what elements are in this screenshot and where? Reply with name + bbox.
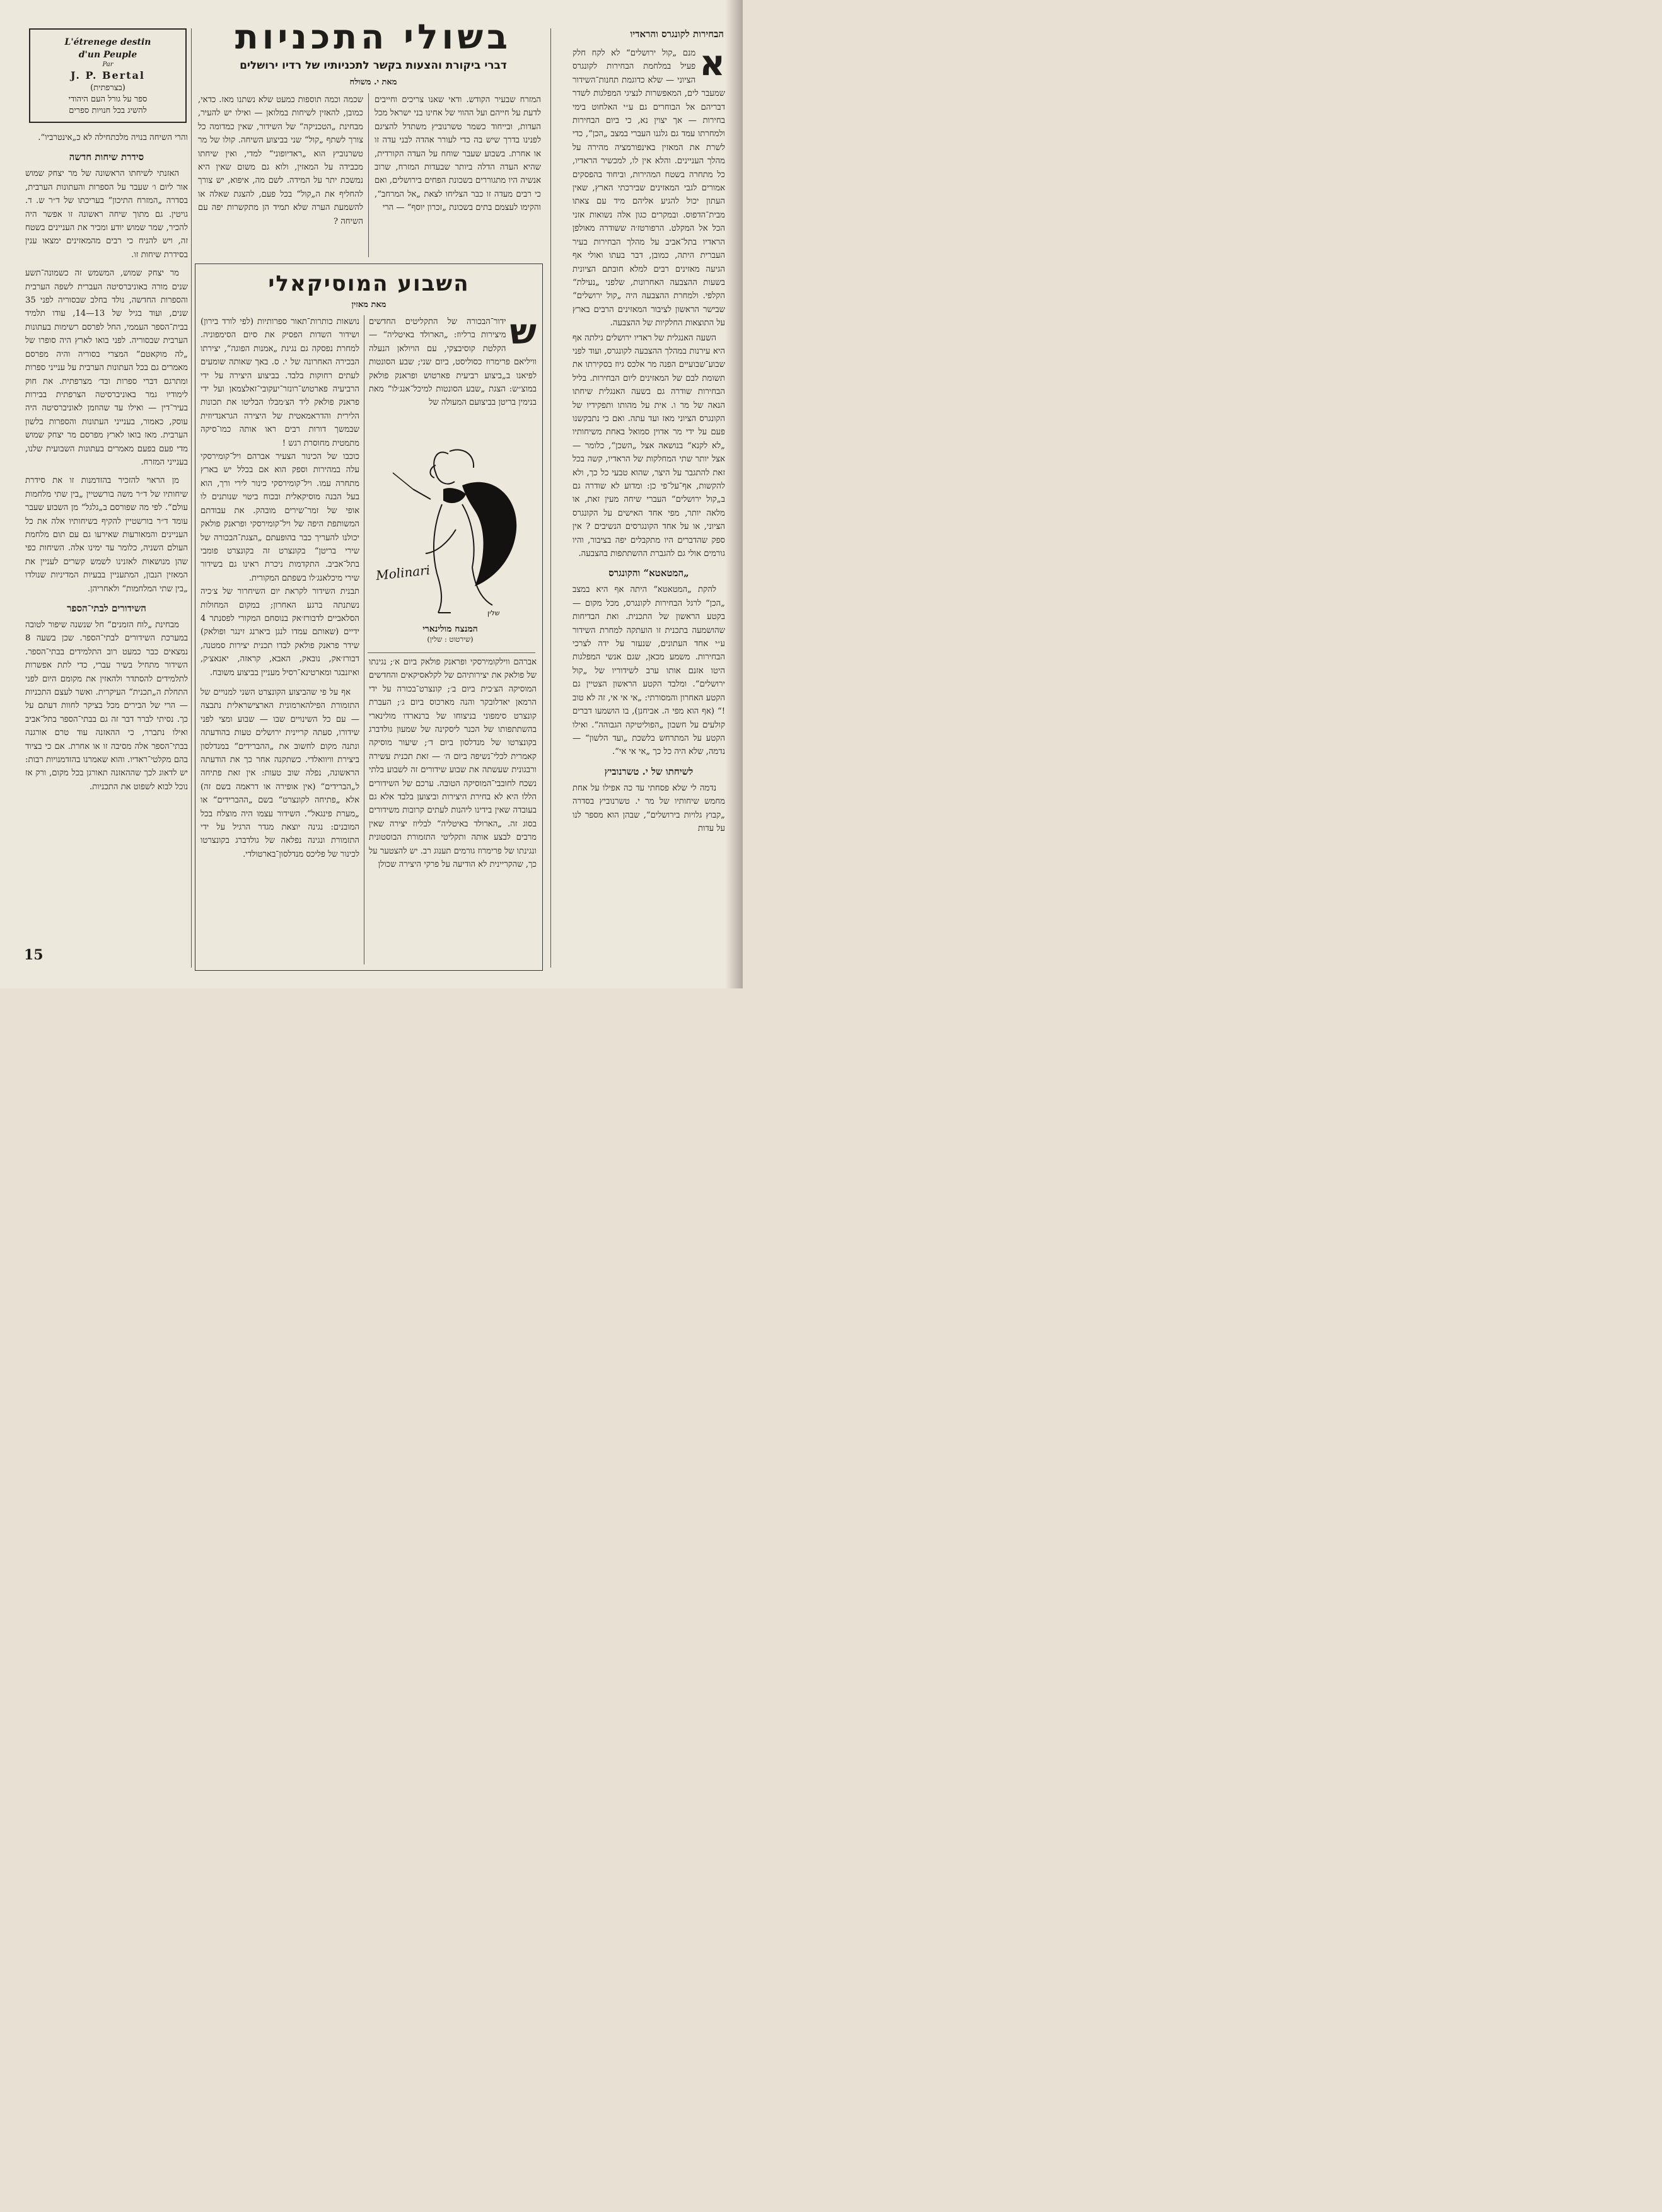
ad-title-line-1: L'étrenege destin xyxy=(64,37,151,47)
subhead-matata: „המטאטא“ והקונגרס xyxy=(608,567,689,579)
ad-lang-note: (בצרפתית) xyxy=(90,83,125,93)
main-subtitle: דברי ביקורת והצעות בקשר לתכניותיו של רדיו ירושלים xyxy=(240,59,507,72)
main-article-col-2 xyxy=(198,93,363,258)
page-number: 15 xyxy=(24,947,44,963)
column-divider xyxy=(550,28,551,968)
main-title: בשולי התכניות xyxy=(235,17,512,57)
subhead-sharnovitz: לשיחתו של י. טשרנוביץ xyxy=(604,765,694,777)
caption-title: המנצח מולינארי xyxy=(422,624,478,634)
paragraph: מבחינת „לוח הזמנים“ חל שנשנה שיפור לטובה במערכת השידורים לבתי־הספר. שכן בשעה 8 נמצאים כבר כמעט רוב התלמידים בבתי־הספר. השידור מתחיל בשיר עברי, כדי לתת אפשרות לתלמידים להסתדר ולהאזין את מקומם היום לפני התחלת ה„תכנית“ העיקרית. ואשר לעצם התכניות — הרי של הבירים מכל בציקר לחוות דעתם על כך. נסיתי לברר דבר זה גם בבתי־הספר בתל־אביב ואילו נתברר, כי ההאזנה עוד טרם אורגנה בבתי־הספר אלה מסיבה זו או אחרת. אם כי בציוד בהם מקלטי־ראדיו. והוא שאמרנו בהזדמנויות רבות: יש לדאוג לכך שההאזנה תאורגן בכל מקום, ורק אז נוכל לבוא לשפוט את התכניות. xyxy=(25,620,188,792)
paragraph: מר יצחק שמוש, המשמש זה כשמונה־תשע שנים מורה באוניברסיטה העברית לשפה הערבית והספרות החדשה, נולד בחלב שבסוריה לפני 35 שנים, ועוד בגיל של 13—14, עודו תלמיד בבית־הספר העממי, החל לפרסם רשימות בעתונות הערבית שבסוריה. לפני בואו לארץ היה סופרו של „לה מוקאטם“ המצרי בסוריה והיה מפרסם מאמרים גם בכל העתונות הערבית על ענייני ספרות ומתרגם דברי ספרות ובד׳ מצרפתית. את חוק לימודיו גמר באוניברסיטה הצרפתית בבירות בעיר־דין — ואילו עד שהוזמן לאוניברסיטה היה עוסק, כאמור, בענייני העתונות והספרות בלשון הערבית. מאז בואו לארץ מפרסם מר יצחק שמוש מדי פעם בפעם מאמרים בעתונות השבועית שלנו, בענייני המזרח. xyxy=(25,269,188,467)
caption-rule xyxy=(368,652,535,653)
cartoon-artist-mark: שלין xyxy=(487,609,500,617)
dropcap-aleph: א xyxy=(699,47,725,84)
column-divider xyxy=(368,93,369,257)
ad-description-2: להשיג בכל חנויות ספרים xyxy=(69,106,147,115)
paragraph: מן הראוי להזכיר בהזדמנות זו את סידרת שיחותיו של ד״ר משה בורשטיין „בין שתי מלחמות עולם“. לפי מה שפורסם ב„גלגל“ מן השבוע שעבר עומד ד״ר בורשטיין להקיף בשיחותיו אלה את כל העניינים והמאורעות שאירעו גם עם תום מלחמת העולם השניה, כלומר עד ימינו אלה. השיחות כפי שהן מנושאות לאזנינו לשמש קשרים לעניין את המאזין הנבון, המתעניין בבעיות המדיניות שנולדו „בין שתי המלחמות“ ולאחריהן. xyxy=(25,476,188,594)
music-title: השבוע המוסיקאלי xyxy=(268,271,470,296)
paragraph: שכמה וכמה תוספות כמעט שלא נשתנו מאז. כדאי, כמובן, להאזין לשיחות במלואן — ואילו יש להעיר, מבחינת „הטכניקה“ של השידור, שאין כמדומה כל צורך לשתף „קול“ שני בביצוע השיחה. קולו של מר טשרנוביץ הוא „ראדיופוני“ למדי, ואין שיחתו מכבידה על המאזין, ולוא גם משום שאין היא נמשכת יתר על המידה. לשם מה, איפוא, יש צורך להחליף את ה„קול“ בכל פעם, להצגת שאלה או להשמעת הערה שלא תמיד הן מתקשרות יפה עם השיחה ? xyxy=(198,95,363,226)
conductor-cartoon xyxy=(368,429,533,618)
paragraph: והרי השיחה בנויה מלכתחילה לא כ„אינטרביו“. xyxy=(38,133,188,142)
paragraph: נושאות כותרות־תאור ספרותיות (לפי לורד בירון) ושידור השדות הפסיק את סיום הסימפוניה. למחרת נפסקה גם נגינת „אמנות הפוגה“, יצירתו הבכירה האחרונה של י. ס. באך שאותה שומעים לעתים רחוקות בלבד. בביצוע היצירה על ידי הרביעיה פארטוש־רונזר־יעקובי־זאלצמאן ועל ידי פראנק פולאק ליד הצ׳מבלו הבליטו את תכונות הלירית והדראמאטית של היצירה הגראנדיוזית שבמשך דורות רבים ראו אותה כמו־סיקה מתמטית מחוסרת רגש ! כוכבו של הכינור הצעיר אברהם ויל־קומירסקי עלה במהירות וספק הוא אם בכלל יש בארץ מתחרה עמו. ויל־קומירסקי כינור לירי ורך, הוא בעל הבנה מוסיקאלית ובכוח ביטוי שנותנים לו אופי של זמר־שירים מובהק. את עבודתם המשותפת היפה של ויל־קומירסקי ופראנק פולאק יכולנו להעריך כבר בהופעתם „הצגת־הבכורה של שירי בריטן“ בקונצרט זה בקונצרט פומבי בתל־אביב. התקדמות ניכרת ראינו גם בשידור שירי מיכלאנג׳לו בשפתם המקורית. תבנית השידור לקראת יום השיחרור של צ׳כיה נשתנתה ברגע האחרון; במקום המחולות הסלאביים לדבורז׳אק בנוסחם המקורי לפסנתר 4 ידיים (שאותם עמדו לנגן ביארנג זינגר ופולאק) שידר פראנק פולאק לבדו תכנית יצירות סמטנה, דבורז׳אק, נובאק, האבא, קראזה, יאנאצ׳ק, ואיזנבגר ומארטינא־רסיל מעניין בביצוע משובח. xyxy=(200,317,359,678)
music-byline: מאת מאזין xyxy=(351,300,386,310)
cartoon-caption xyxy=(368,624,533,644)
section-label: הבחירות לקונגרס והראדיו xyxy=(630,28,724,40)
ad-description-1: ספר על גורל העם היהודי xyxy=(68,95,148,104)
paragraph: ידור־הבכורה של התקליטים החדשים מיצירות ברליוז: „הארולד באיטליה“ — הקלטת קוסיבצקי, עם הויולאן הנעלה וויליאם פרימרוז כסוליסט, ביום שני; שבע הסונטות לפיאנו ב„ביצוע רביעית פארטוש ופראנק פולאק במוצ״ש: הצגת „שבע הסונטות למיכל־אנג׳לו“ מאת בנימין בריטן בביצועם המעולה של xyxy=(369,317,537,408)
dropcap-shin: ש xyxy=(509,315,537,352)
left-column xyxy=(25,131,188,944)
cartoon-signature: Molinari xyxy=(375,562,431,583)
paragraph: אף על פי שהביצוע הקונצרט השני למנויים של התזמורת הפילהארמונית הארצישראלית נתבצה — עם כל השינויים שבו — שבוע ומצי לפני שידורו, סעתה קריינית ירושלים טעות בהודעתה ונתנה מקום לחשוב את „ההברידים“ במנדלסון ביצירת וויוואלדי. כשתקנה אחר כך את הודעתה הראשונה, נפלה שוב טעות: אין זאת פתיחה ל„הברידים“ (אין אופירה או דראמה בשם זה) אלא „פתיחה לקונצרט“ בשם „ההברידים“ או „מערת פינגאל“. השידור עצמו היה מוצלח בכל המובנים: נגינה יוצאת מגדר הרגיל על ידי התזמורת ונגינה נפלאה של גולדברג בקונצרטו לכינור של פליכס מנדלסון־בארטולדי. xyxy=(200,687,359,859)
music-col-right-bottom xyxy=(369,656,537,964)
main-byline: מאת י. משולח xyxy=(349,78,397,87)
ad-author: J. P. Bertal xyxy=(71,69,145,81)
ad-title-line-2: d'un Peuple xyxy=(78,50,137,60)
subhead-new-series: סידרת שיחות חדשה xyxy=(69,151,144,163)
ad-par: Par xyxy=(102,61,113,68)
paragraph: נדמה לי שלא פסחתי עד כה אפילו על אחת מחמש שיחותיו של מר י. טשרנוביץ בסדרה „קבוץ גלויות בירושלים“, שבהן הוא מספר לנו על עדות xyxy=(572,783,725,833)
magazine-page xyxy=(0,0,743,988)
paragraph: המזרח שבעיר הקודש. ודאי שאנו צריכים וחייבים לדעת על חייהם ועל ההווי של אחינו בני ישראל מכל העדות, ובייחוד כשמר טשרנוביץ משתדל להציגם לפנינו בדרך שיש בה כדי לעורר אהדה לבני עדה זו או אחרת. בשבוע שעבר שוחח על העדה הקורדית, שהיא העדה הדלה ביותר שבעדות המזרח, שרוב אנשיה היו מתגוררים בשכונת הפחים בירושלים, ואם כי רבים מעדה זו כבר הצליחו לצאת „אל המרחב“, והקימו לעצמם בתים בשכונת „זכרון יוסף“ — הרי xyxy=(375,95,541,213)
paragraph: אברהם ווילקומירסקי ופראנק פולאק ביום א׳; נגינתו של פולאק את יצירותיהם של לקלאסיקאים והחדשים המוסיקה הצ׳כית ביום ב׳; קונצרט־בכורה על ידי הרמאן יאדלובקר והנה מארכוס ביום ג׳; העברת קונצרט סימפוני בניצוחו של ברנארדו מולינארי בהשתתפותו של הכנר ליסקינה של שמעון גולדברג בקונצרטו של מנדלסון ביום ד׳; שיעור מוסיקה קאמרית לכלי־נשיפה ביום ה׳ — זאת תכנית עשירה ורבגונית שעשתה את שבוע שידורים זה לשבוע בלתי נשכח לחובבי־המוסיקה הטובה. ערכם של השידורים הללו היא לא בחירת היצירות וביצוען בלבד אלא גם בעובדה שאין בידינו ליהנות לעתים קרובות משידורים בסוג זה. „הארולד באיטליה“ לבליוז יצירה שאין מרבים לבצע אותה ותקליטי התזמורת הבוסטונית ונגינתו של פרימרוז גורמים תענוג רב. יש להצטער על כך, שהקריינית לא הודיעה על פרקי היצירה שכולן xyxy=(369,657,537,870)
caption-credit: (שירטוט : שלין) xyxy=(427,635,474,644)
paragraph: מנם „קול ירושלים“ לא לקח חלק פעיל במלחמת הבחירות לקונגרס הציוני — שלא כדוגמת תחנות־השידור שמעבר לים, המאפשרות לנציגי המפלגות לשדר דבריהם אל הבוחרים גם ע״י האלחוט בימי בחירות — אך יצוין נא, כי ביום הבחירות ולמחרתו עמד גם גלגנו העברי במצב „הכן“, כדי לשרת את המאזין באינפורמציה מהירה על מהלך העניינים. והלא אין לו, למכשיר הראדיו, כל מתחרה בשטח המהירות, וביחוד בהפסקים אמורים לגבי המאזינים שבירכתי הארץ, שאין העתון יכול להגיע אליהם מיד עם צאתו מבית־הדפוס. ובמקרים כגון אלה נשואות אזני הכל אל המקלט. הרפורטז׳ה ששודרה מאולפן הראדיו בתל־אביב על מהלך הבחירות בעיר העברית היתה, כמובן, דבר בעתו ואולי אף הגיעה מאזינים רבים למלא חובתם הציונית בשעות ההצבעה האחרונות, שלפני „נעילת“ הקלפי. ולמחרת ההצבעה היה „קול ירושלים“ שבישר הראשון לציבור המאזינים הרבים בארץ על התוצאות החלקיות של ההצבעה. xyxy=(572,49,725,328)
column-divider xyxy=(191,28,192,968)
music-col-left xyxy=(200,315,359,964)
main-article-col-1 xyxy=(375,93,541,258)
paragraph: השעה האנגלית של ראדיו ירושלים גילתה אף היא עירנות במהלך ההצבעה לקונגרס, ועוד לפני שבוע־שבועיים הפנה מר אלכס גיוז בסקירתו את תשומת לבם של המאזינים ליום הבחירות. בליל הבחירות שודרה גם בשעה האנגלית שיחתו הנאה של מר ו. אית על מהותו ותפקידיו של הקונגרס הציוני מאז ועד עתה. ואם כי נתבקשנו פעם על ידי מר אדוין סמואל באחת משיחותיו „לא לקנא“ בנושאה אצל „השכן“, כלומר — אצל יותר שתי המחלקות של הראדיו, קשה בכל זאת להתגבר על היצר, שהוא טבעי כל כך, ולא להקשות, אף־על־פי כן: ומדוע לא שודרה גם ב„קול ירושלים“ העברי שיחה מעין זאת, או מלאה יותר, מפי אחד האישים על הקונגרס הציוני, או על אחד הקונגרסים הנשיבים ? אין ספק שהדברים היו מתקבלים יפה בציבור, והיו גורמים אולי גם להגברת ההשתתפות בהצבעה. xyxy=(572,333,725,559)
subhead-school-broadcasts: השידורים לבתי־הספר xyxy=(67,603,146,614)
paragraph: האזנתי לשיחתו הראשונה של מר יצחק שמוש אור ליום ו׳ שעבר על הספרות והעתונות הערבית, בסדרה „המזרח התיכון“ בעריכתו של ד״ר ש. ד. גויטין. גם מתוך שיחה ראשונה זו אפשר היה להכיר, שמר שמוש יודע ומכיר את העניינים בשטח זה, ויש להניח כי רבים מהמאזינים ימצאו ענין בסידרת שיחות זו. xyxy=(25,169,188,260)
right-column xyxy=(572,47,725,967)
book-ad xyxy=(29,28,187,123)
page-edge-shadow xyxy=(725,0,743,988)
paragraph: להקת „המטאטא“ היתה אף היא במצב „הכן“ לרגל הבחירות לקונגרס, מכל מקום — בקטע הראשון של התכנית. ואת הבדיחות שהושמעה בתכנית זו הועתקה למחרת השידור ע״י אחד העתונים, שנעזר על ידה לצרכי הבחירות. משמע מכאן, שגם אנשי המפלגות היטו אזנם אותו ערב לשידוריו של „קול ירושלים“. ומלבד הקטע הראשון הצטיין גם הקטע האחרון והמסורתי: „אי אי אי, זה לא טוב !“ (אף הוא מפי ה. אביחנן), בו הושמעו דברים קולעים על חשבון „הפוליטיקה הגבוהה“. ואילו הקטע על המתרחש בלשכת „ועד הלשון“ — נדמה, שלא היה כל כך „אי אי אי“. xyxy=(572,585,725,757)
music-col-right-top xyxy=(369,315,537,427)
